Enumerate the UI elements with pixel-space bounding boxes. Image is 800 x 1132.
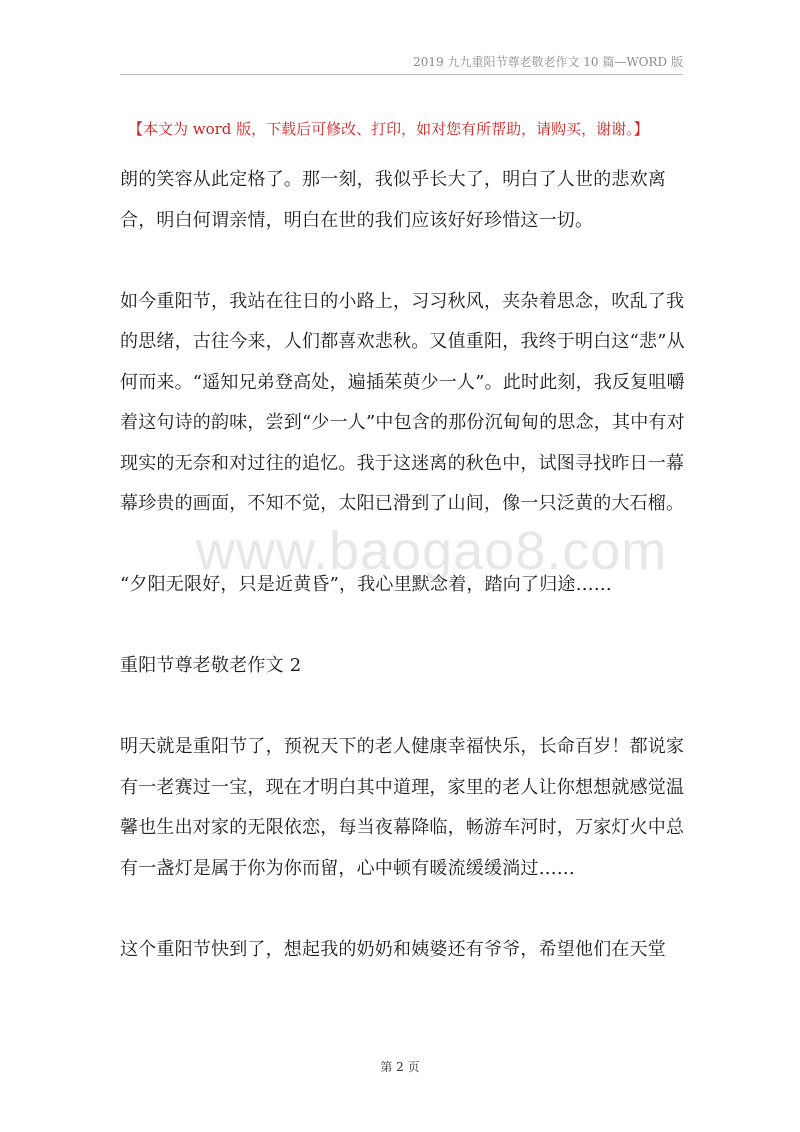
paragraph: 这个重阳节快到了，想起我的奶奶和姨婆还有爷爷，希望他们在天堂 [120,938,666,960]
paragraph: 朗的笑容从此定格了。那一刻，我似乎长大了，明白了人世的悲欢离合，明白何谓亲情，明白在世的我们应该好好珍惜这一切。 [120,169,666,231]
header-title: 2019 九九重阳节尊老敬老作文 10 篇—WORD 版 [413,55,683,69]
page-number: 第 2 页 [380,1060,420,1074]
page-header [120,52,683,75]
document-body [120,160,690,1011]
page-footer [0,1058,800,1076]
paragraph: 明天就是重阳节了，预祝天下的老人健康幸福快乐，长命百岁！都说家有一老赛过一宝，现在才明白其中道理，家里的老人让你想想就感觉温馨也生出对家的无限依恋，每当夜幕降临，畅游车河时，万家灯火中总有一盏灯是属于你为你而留，心中顿有暖流缓缓淌过…… [120,736,685,879]
watermark: www.baogao8.com [196,521,668,581]
section-heading: 重阳节尊老敬老作文 2 [120,655,302,676]
purchase-notice: 【本文为 word 版，下载后可修改、打印，如对您有所帮助，请购买，谢谢。】 [128,120,649,138]
paragraph: “夕阳无限好，只是近黄昏”，我心里默念着，踏向了归途…… [120,574,613,595]
paragraph: 如今重阳节，我站在往日的小路上，习习秋风，夹杂着思念，吹乱了我的思绪，古往今来，人们都喜欢悲秋。又值重阳，我终于明白这“悲”从何而来。“遥知兄弟登高处，遍插茱萸少一人”。此时此刻，我反复咀嚼着这句诗的韵味，尝到“少一人”中包含的那份沉甸甸的思念，其中有对现实的无奈和对过往的追忆。我于这迷离的秋色中，试图寻找昨日一幕幕珍贵的画面，不知不觉，太阳已滑到了山间，像一只泛黄的大石榴。 [120,290,685,514]
